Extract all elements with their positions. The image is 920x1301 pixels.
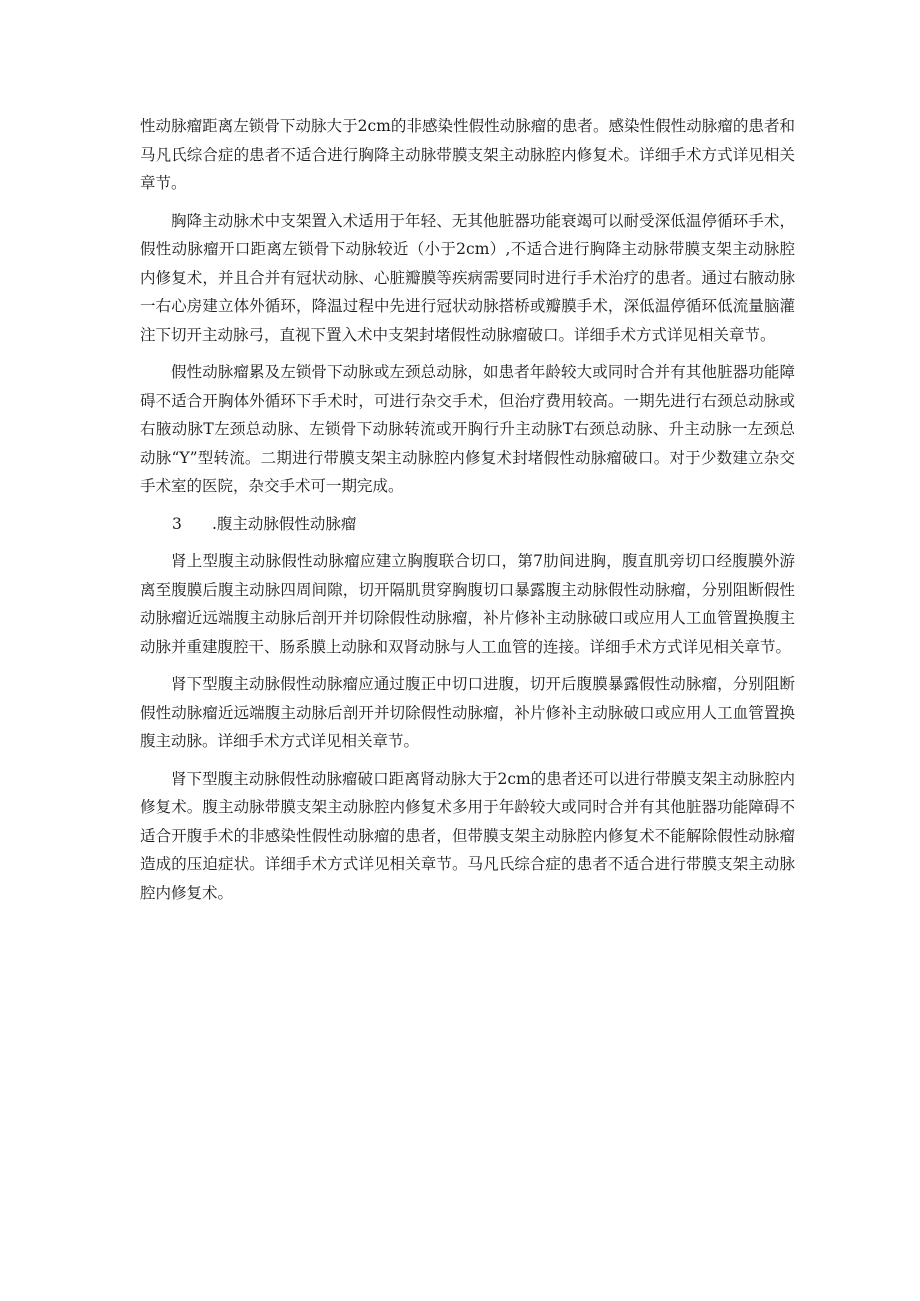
- section-number: 3: [172, 514, 182, 533]
- document-body: [140, 112, 795, 916]
- paragraph-continuation: 性动脉瘤距离左锁骨下动脉大于2cm的非感染性假性动脉瘤的患者。感染性假性动脉瘤的患者和马凡氏综合症的患者不适合进行胸降主动脉带膜支架主动脉腔内修复术。详细手术方式详见相关章节。: [140, 117, 795, 192]
- section-heading: [140, 510, 795, 539]
- paragraph-suprarenal: 肾上型腹主动脉假性动脉瘤应建立胸腹联合切口，第7肋间进胸，腹直肌旁切口经腹膜外游离至腹膜后腹主动脉四周间隙，切开隔肌贯穿胸腹切口暴露腹主动脉假性动脉瘤，分别阻断假性动脉瘤近远端腹主动脉后剖开并切除假性动脉瘤，补片修补主动脉破口或应用人工血管置换腹主动脉并重建腹腔干、肠系膜上动脉和双肾动脉与人工血管的连接。详细手术方式详见相关章节。: [140, 552, 795, 656]
- paragraph-infrarenal-stent: 肾下型腹主动脉假性动脉瘤破口距离肾动脉大于2cm的患者还可以进行带膜支架主动脉腔内修复术。腹主动脉带膜支架主动脉腔内修复术多用于年龄较大或同时合并有其他脏器功能障碍不适合开腹手术的非感染性假性动脉瘤的患者，但带膜支架主动脉腔内修复术不能解除假性动脉瘤造成的压迫症状。详细手术方式详见相关章节。马凡氏综合症的患者不适合进行带膜支架主动脉腔内修复术。: [140, 769, 795, 902]
- paragraph-hybrid-surgery: 假性动脉瘤累及左锁骨下动脉或左颈总动脉，如患者年龄较大或同时合并有其他脏器功能障碍不适合开胸体外循环下手术时，可进行杂交手术，但治疗费用较高。一期先进行右颈总动脉或右腋动脉T左颈总动脉、左锁骨下动脉转流或开胸行升主动脉T右颈总动脉、升主动脉一左颈总动脉“Y”型转流。二期进行带膜支架主动脉腔内修复术封堵假性动脉瘤破口。对于少数建立杂交手术室的医院，杂交手术可一期完成。: [140, 363, 795, 495]
- paragraph-infrarenal: 肾下型腹主动脉假性动脉瘤应通过腹正中切口进腹，切开后腹膜暴露假性动脉瘤，分别阻断假性动脉瘤近远端腹主动脉后剖开并切除假性动脉瘤，补片修补主动脉破口或应用人工血管置换腹主动脉。详细手术方式详见相关章节。: [140, 675, 795, 750]
- paragraph-thoracic-stent: 胸降主动脉术中支架置入术适用于年轻、无其他脏器功能衰竭可以耐受深低温停循环手术，假性动脉瘤开口距离左锁骨下动脉较近（小于2cm）,不适合进行胸降主动脉带膜支架主动脉腔内修复术，并且合并有冠状动脉、心脏瓣膜等疾病需要同时进行手术治疗的患者。通过右腋动脉一右心房建立体外循环，降温过程中先进行冠状动脉搭桥或瓣膜手术，深低温停循环低流量脑灌注下切开主动脉弓，直视下置入术中支架封堵假性动脉瘤破口。详细手术方式详见相关章节。: [140, 211, 795, 344]
- section-title: .腹主动脉假性动脉瘤: [212, 514, 357, 533]
